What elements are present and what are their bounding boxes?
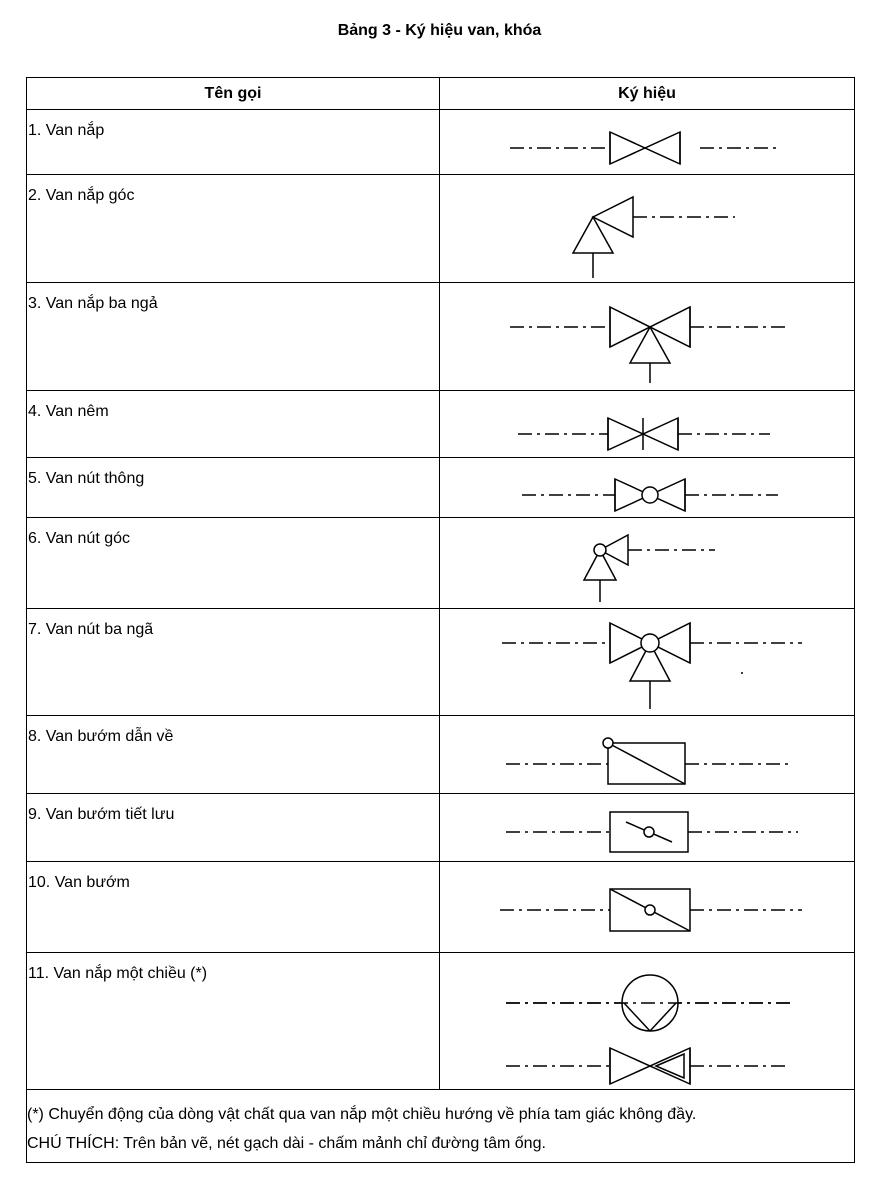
angle-gate-valve-icon <box>440 175 855 282</box>
wedge-valve-icon <box>440 391 855 457</box>
row-symbol <box>440 518 855 609</box>
throttle-butterfly-valve-icon <box>440 794 855 861</box>
row-name: 11. Van nắp một chiều (*) <box>27 953 440 1090</box>
return-butterfly-valve-icon <box>440 716 855 793</box>
header-name: Tên gọi <box>27 78 440 110</box>
row-name: 1. Van nắp <box>27 110 440 175</box>
row-name: 3. Van nắp ba ngả <box>27 283 440 391</box>
notes-row <box>27 1090 855 1163</box>
row-name: 9. Van bướm tiết lưu <box>27 794 440 862</box>
row-symbol <box>440 283 855 391</box>
table-row <box>27 609 855 716</box>
table-row <box>27 110 855 175</box>
header-row <box>27 78 855 110</box>
row-name: 6. Van nút góc <box>27 518 440 609</box>
row-name: 2. Van nắp góc <box>27 175 440 283</box>
gate-valve-icon <box>440 110 855 174</box>
row-name: 7. Van nút ba ngã <box>27 609 440 716</box>
table-row <box>27 283 855 391</box>
row-name: 10. Van bướm <box>27 862 440 953</box>
three-way-plug-valve-icon <box>440 609 855 715</box>
table-row <box>27 794 855 862</box>
table-row <box>27 518 855 609</box>
angle-plug-valve-icon <box>440 518 855 608</box>
table-row <box>27 862 855 953</box>
table-row <box>27 716 855 794</box>
valve-symbols-table <box>26 77 855 1163</box>
table-row <box>27 391 855 458</box>
butterfly-valve-icon <box>440 862 855 952</box>
row-name: 5. Van nút thông <box>27 458 440 518</box>
three-way-gate-valve-icon <box>440 283 855 390</box>
row-name: 8. Van bướm dẫn về <box>27 716 440 794</box>
row-symbol <box>440 110 855 175</box>
note-remark: CHÚ THÍCH: Trên bản vẽ, nét gạch dài - chấm mảnh chỉ đường tâm ống. <box>27 1135 546 1152</box>
table-title: Bảng 3 - Ký hiệu van, khóa <box>337 22 542 39</box>
footnote: (*) Chuyển động của dòng vật chất qua van nắp một chiều hướng về phía tam giác không đầy. <box>27 1106 697 1123</box>
plug-valve-icon <box>440 458 855 517</box>
notes <box>27 1090 855 1163</box>
row-symbol <box>440 391 855 458</box>
table-row <box>27 458 855 518</box>
row-symbol <box>440 458 855 518</box>
check-valve-icon <box>440 953 855 1089</box>
table-row <box>27 953 855 1090</box>
row-symbol <box>440 953 855 1090</box>
row-symbol <box>440 175 855 283</box>
row-symbol <box>440 794 855 862</box>
header-symbol: Ký hiệu <box>440 78 855 110</box>
row-symbol <box>440 716 855 794</box>
row-symbol <box>440 609 855 716</box>
row-symbol <box>440 862 855 953</box>
row-name: 4. Van nêm <box>27 391 440 458</box>
table-row <box>27 175 855 283</box>
